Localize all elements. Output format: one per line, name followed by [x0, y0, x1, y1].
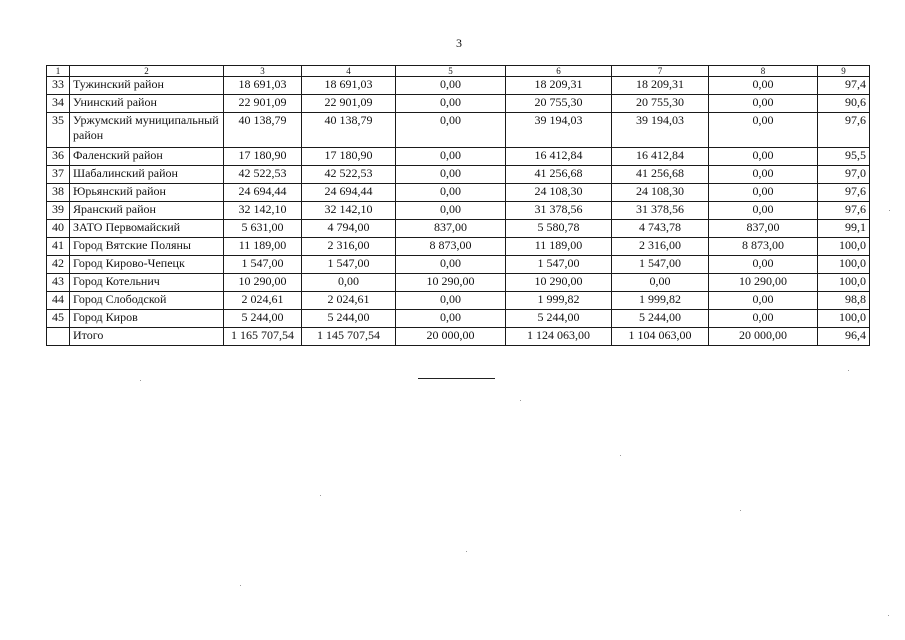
cell-col9: 100,0 — [818, 310, 870, 328]
cell-col8: 0,00 — [709, 202, 818, 220]
municipality-name: Уржумский муниципальный район — [70, 113, 224, 148]
row-number: 33 — [47, 77, 70, 95]
row-number: 37 — [47, 166, 70, 184]
municipality-name: Шабалинский район — [70, 166, 224, 184]
table-row — [47, 148, 870, 166]
row-number: 43 — [47, 274, 70, 292]
cell-col8: 0,00 — [709, 77, 818, 95]
cell-col9: 98,8 — [818, 292, 870, 310]
cell-col9: 97,6 — [818, 184, 870, 202]
cell-col4: 4 794,00 — [302, 220, 396, 238]
column-header: 6 — [506, 66, 612, 77]
cell-col9: 100,0 — [818, 274, 870, 292]
cell-col8: 837,00 — [709, 220, 818, 238]
cell-col8: 20 000,00 — [709, 328, 818, 346]
table-row — [47, 77, 870, 95]
cell-col7: 20 755,30 — [612, 95, 709, 113]
scan-speck — [889, 210, 890, 211]
cell-col3: 5 244,00 — [224, 310, 302, 328]
cell-col9: 99,1 — [818, 220, 870, 238]
cell-col6: 41 256,68 — [506, 166, 612, 184]
cell-col3: 11 189,00 — [224, 238, 302, 256]
cell-col4: 2 316,00 — [302, 238, 396, 256]
municipality-name: Унинский район — [70, 95, 224, 113]
cell-col9: 100,0 — [818, 238, 870, 256]
table-header-row — [47, 66, 870, 77]
table-total-row — [47, 328, 870, 346]
cell-col5: 0,00 — [396, 77, 506, 95]
cell-col3: 5 631,00 — [224, 220, 302, 238]
column-header: 4 — [302, 66, 396, 77]
municipality-name: Яранский район — [70, 202, 224, 220]
municipality-name: ЗАТО Первомайский — [70, 220, 224, 238]
cell-col9: 97,6 — [818, 113, 870, 148]
cell-col3: 17 180,90 — [224, 148, 302, 166]
cell-col5: 20 000,00 — [396, 328, 506, 346]
scan-speck — [520, 400, 521, 401]
table-row — [47, 274, 870, 292]
cell-col5: 0,00 — [396, 148, 506, 166]
cell-col5: 0,00 — [396, 113, 506, 148]
column-header: 9 — [818, 66, 870, 77]
cell-col4: 2 024,61 — [302, 292, 396, 310]
municipality-name: Итого — [70, 328, 224, 346]
scan-speck — [888, 615, 889, 616]
cell-col8: 0,00 — [709, 95, 818, 113]
cell-col7: 5 244,00 — [612, 310, 709, 328]
cell-col7: 16 412,84 — [612, 148, 709, 166]
cell-col8: 8 873,00 — [709, 238, 818, 256]
cell-col4: 1 547,00 — [302, 256, 396, 274]
cell-col4: 0,00 — [302, 274, 396, 292]
cell-col8: 10 290,00 — [709, 274, 818, 292]
cell-col5: 10 290,00 — [396, 274, 506, 292]
cell-col7: 18 209,31 — [612, 77, 709, 95]
cell-col5: 0,00 — [396, 95, 506, 113]
row-number: 45 — [47, 310, 70, 328]
cell-col7: 1 104 063,00 — [612, 328, 709, 346]
cell-col6: 11 189,00 — [506, 238, 612, 256]
cell-col4: 42 522,53 — [302, 166, 396, 184]
cell-col6: 1 999,82 — [506, 292, 612, 310]
cell-col5: 837,00 — [396, 220, 506, 238]
table-row — [47, 113, 870, 148]
row-number: 36 — [47, 148, 70, 166]
cell-col7: 4 743,78 — [612, 220, 709, 238]
cell-col3: 42 522,53 — [224, 166, 302, 184]
cell-col4: 5 244,00 — [302, 310, 396, 328]
table-row — [47, 256, 870, 274]
cell-col4: 24 694,44 — [302, 184, 396, 202]
cell-col3: 10 290,00 — [224, 274, 302, 292]
cell-col5: 0,00 — [396, 256, 506, 274]
cell-col8: 0,00 — [709, 113, 818, 148]
cell-col9: 95,5 — [818, 148, 870, 166]
cell-col6: 16 412,84 — [506, 148, 612, 166]
municipality-name: Тужинский район — [70, 77, 224, 95]
scan-speck — [466, 551, 467, 552]
cell-col6: 10 290,00 — [506, 274, 612, 292]
row-number — [47, 328, 70, 346]
cell-col7: 1 999,82 — [612, 292, 709, 310]
table-row — [47, 95, 870, 113]
table-row — [47, 238, 870, 256]
budget-table — [46, 65, 870, 346]
cell-col3: 2 024,61 — [224, 292, 302, 310]
cell-col9: 97,0 — [818, 166, 870, 184]
row-number: 35 — [47, 113, 70, 148]
cell-col9: 90,6 — [818, 95, 870, 113]
row-number: 44 — [47, 292, 70, 310]
cell-col3: 32 142,10 — [224, 202, 302, 220]
cell-col4: 18 691,03 — [302, 77, 396, 95]
cell-col5: 0,00 — [396, 292, 506, 310]
row-number: 40 — [47, 220, 70, 238]
end-of-table-rule — [418, 378, 495, 379]
scan-speck — [240, 585, 241, 586]
cell-col5: 0,00 — [396, 184, 506, 202]
municipality-name: Город Слободской — [70, 292, 224, 310]
cell-col7: 41 256,68 — [612, 166, 709, 184]
cell-col7: 31 378,56 — [612, 202, 709, 220]
cell-col9: 97,6 — [818, 202, 870, 220]
cell-col5: 8 873,00 — [396, 238, 506, 256]
scan-speck — [140, 380, 141, 381]
scan-speck — [848, 370, 849, 371]
table-row — [47, 310, 870, 328]
municipality-name: Город Котельнич — [70, 274, 224, 292]
row-number: 34 — [47, 95, 70, 113]
cell-col6: 18 209,31 — [506, 77, 612, 95]
column-header: 2 — [70, 66, 224, 77]
municipality-name: Город Киров — [70, 310, 224, 328]
row-number: 39 — [47, 202, 70, 220]
column-header: 1 — [47, 66, 70, 77]
cell-col7: 24 108,30 — [612, 184, 709, 202]
cell-col5: 0,00 — [396, 310, 506, 328]
page-number: 3 — [456, 36, 462, 50]
cell-col7: 2 316,00 — [612, 238, 709, 256]
cell-col3: 40 138,79 — [224, 113, 302, 148]
cell-col9: 96,4 — [818, 328, 870, 346]
cell-col3: 1 165 707,54 — [224, 328, 302, 346]
cell-col7: 0,00 — [612, 274, 709, 292]
cell-col4: 22 901,09 — [302, 95, 396, 113]
scan-speck — [320, 495, 321, 496]
cell-col6: 39 194,03 — [506, 113, 612, 148]
cell-col8: 0,00 — [709, 310, 818, 328]
column-header: 5 — [396, 66, 506, 77]
municipality-name: Город Кирово-Чепецк — [70, 256, 224, 274]
cell-col4: 40 138,79 — [302, 113, 396, 148]
municipality-name: Город Вятские Поляны — [70, 238, 224, 256]
column-header: 7 — [612, 66, 709, 77]
row-number: 41 — [47, 238, 70, 256]
column-header: 3 — [224, 66, 302, 77]
table-row — [47, 166, 870, 184]
scan-speck — [620, 455, 621, 456]
cell-col4: 32 142,10 — [302, 202, 396, 220]
cell-col5: 0,00 — [396, 166, 506, 184]
table-row — [47, 220, 870, 238]
table-row — [47, 202, 870, 220]
cell-col6: 24 108,30 — [506, 184, 612, 202]
column-header: 8 — [709, 66, 818, 77]
cell-col4: 17 180,90 — [302, 148, 396, 166]
cell-col9: 100,0 — [818, 256, 870, 274]
municipality-name: Юрьянский район — [70, 184, 224, 202]
cell-col8: 0,00 — [709, 292, 818, 310]
cell-col8: 0,00 — [709, 256, 818, 274]
cell-col5: 0,00 — [396, 202, 506, 220]
scan-speck — [740, 510, 741, 511]
table-row — [47, 292, 870, 310]
row-number: 38 — [47, 184, 70, 202]
cell-col6: 1 547,00 — [506, 256, 612, 274]
municipality-name: Фаленский район — [70, 148, 224, 166]
table-body — [47, 66, 870, 346]
cell-col8: 0,00 — [709, 184, 818, 202]
cell-col7: 39 194,03 — [612, 113, 709, 148]
cell-col8: 0,00 — [709, 148, 818, 166]
cell-col6: 20 755,30 — [506, 95, 612, 113]
cell-col7: 1 547,00 — [612, 256, 709, 274]
table-row — [47, 184, 870, 202]
cell-col4: 1 145 707,54 — [302, 328, 396, 346]
cell-col3: 24 694,44 — [224, 184, 302, 202]
cell-col6: 1 124 063,00 — [506, 328, 612, 346]
cell-col3: 22 901,09 — [224, 95, 302, 113]
cell-col9: 97,4 — [818, 77, 870, 95]
cell-col6: 5 244,00 — [506, 310, 612, 328]
cell-col3: 1 547,00 — [224, 256, 302, 274]
row-number: 42 — [47, 256, 70, 274]
cell-col8: 0,00 — [709, 166, 818, 184]
cell-col6: 31 378,56 — [506, 202, 612, 220]
cell-col6: 5 580,78 — [506, 220, 612, 238]
cell-col3: 18 691,03 — [224, 77, 302, 95]
